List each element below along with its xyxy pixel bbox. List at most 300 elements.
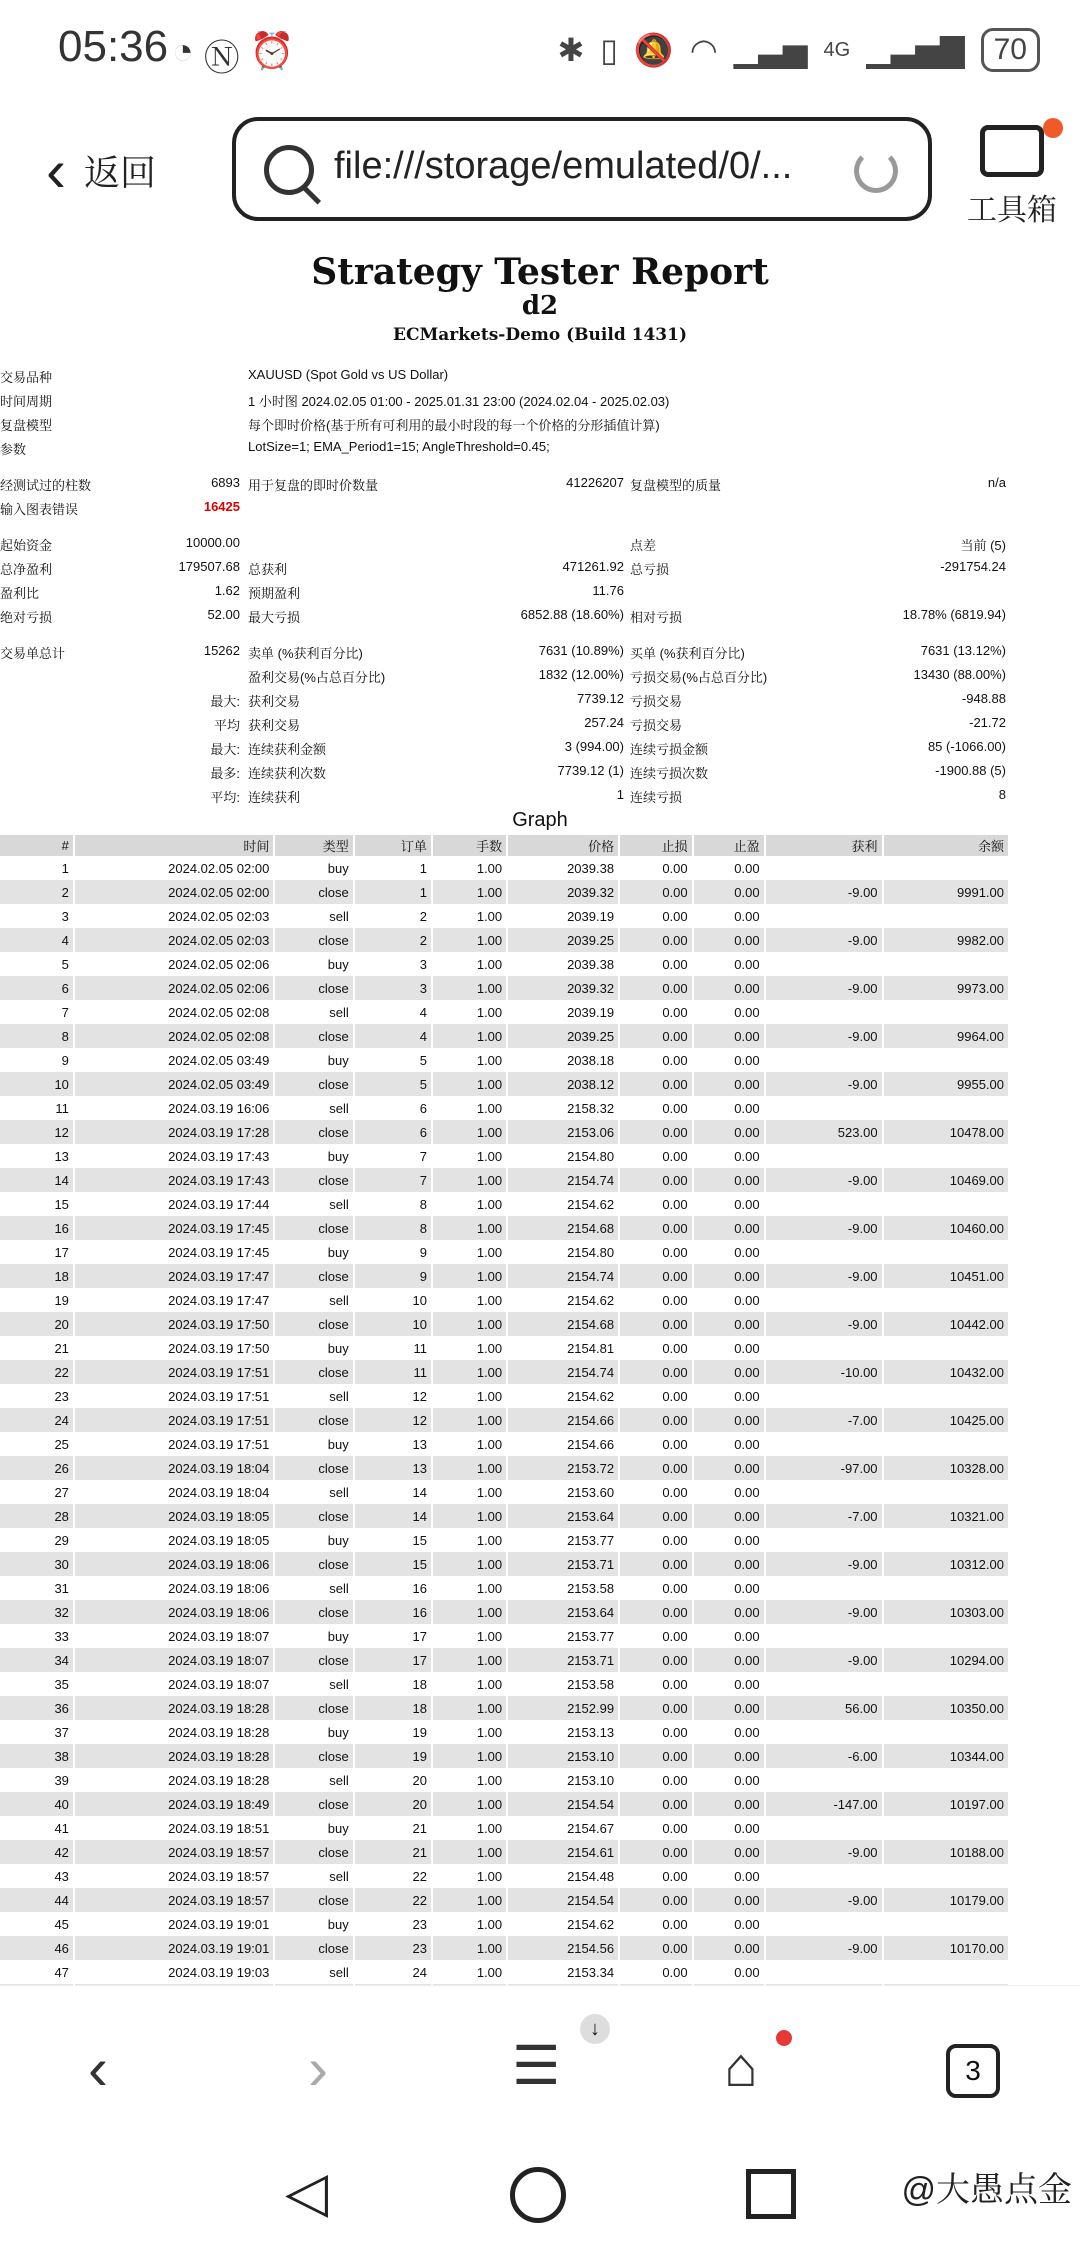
- table-cell: 2154.54: [507, 1792, 619, 1816]
- table-cell: [883, 1336, 1009, 1360]
- table-cell: buy: [274, 1336, 353, 1360]
- menu-icon[interactable]: ☰: [512, 2036, 561, 2096]
- table-cell: close: [274, 1696, 353, 1720]
- table-cell: 1.00: [432, 1048, 507, 1072]
- table-cell: 3: [0, 904, 74, 928]
- table-cell: [883, 1672, 1009, 1696]
- table-cell: 9955.00: [883, 1072, 1009, 1096]
- table-cell: [765, 952, 883, 976]
- table-cell: 24: [0, 1408, 74, 1432]
- table-cell: 0.00: [619, 1648, 693, 1672]
- table-cell: 23: [354, 1936, 432, 1960]
- table-cell: 2024.03.19 18:06: [74, 1600, 274, 1624]
- table-cell: 44: [0, 1888, 74, 1912]
- table-cell: close: [274, 1072, 353, 1096]
- table-cell: 2153.64: [507, 1600, 619, 1624]
- table-cell: -9.00: [765, 1888, 883, 1912]
- table-cell: 2024.03.19 18:06: [74, 1552, 274, 1576]
- table-row: [0, 1960, 1009, 1984]
- system-home-icon[interactable]: [510, 2167, 566, 2223]
- table-cell: 2024.03.19 17:28: [74, 1120, 274, 1144]
- table-cell: 10170.00: [883, 1936, 1009, 1960]
- table-cell: 1.00: [432, 1432, 507, 1456]
- table-cell: 2153.58: [507, 1672, 619, 1696]
- notification-dot: [1043, 118, 1063, 138]
- table-cell: sell: [274, 1768, 353, 1792]
- table-cell: 1.00: [432, 952, 507, 976]
- stat-row: 输入图表错误 16425: [0, 499, 240, 517]
- table-cell: [765, 1960, 883, 1984]
- table-cell: 7: [354, 1144, 432, 1168]
- table-cell: 36: [0, 1696, 74, 1720]
- table-cell: close: [274, 1312, 353, 1336]
- table-cell: [765, 1288, 883, 1312]
- table-cell: 30: [0, 1552, 74, 1576]
- report-subtitle: d2: [521, 291, 559, 321]
- table-cell: 0.00: [693, 904, 765, 928]
- table-cell: 1.00: [432, 1744, 507, 1768]
- table-cell: 1.00: [432, 1960, 507, 1984]
- table-cell: 2153.13: [507, 1720, 619, 1744]
- table-cell: 1.00: [432, 904, 507, 928]
- table-row: [0, 1720, 1009, 1744]
- table-row: [0, 1048, 1009, 1072]
- table-cell: 2024.02.05 02:03: [74, 904, 274, 928]
- table-cell: [883, 1000, 1009, 1024]
- table-cell: 2024.03.19 18:28: [74, 1744, 274, 1768]
- table-cell: 18: [0, 1264, 74, 1288]
- table-cell: 0.00: [693, 1504, 765, 1528]
- table-row: [0, 1072, 1009, 1096]
- table-cell: 20: [0, 1312, 74, 1336]
- stat-row: 绝对亏损 52.00 最大亏损 6852.88 (18.60%) 相对亏损 18.78% (6819.94): [0, 607, 1006, 625]
- toolbox-button[interactable]: [962, 125, 1062, 229]
- table-cell: close: [274, 1360, 353, 1384]
- report-server: ECMarkets-Demo (Build 1431): [392, 325, 687, 345]
- table-cell: 2024.03.19 18:05: [74, 1504, 274, 1528]
- table-cell: 0.00: [619, 976, 693, 1000]
- table-cell: 2153.58: [507, 1576, 619, 1600]
- table-cell: 6: [0, 976, 74, 1000]
- system-recents-icon[interactable]: [746, 2169, 796, 2219]
- table-cell: 28: [0, 1504, 74, 1528]
- table-row: [0, 1768, 1009, 1792]
- table-cell: 1.00: [432, 1408, 507, 1432]
- table-cell: close: [274, 1456, 353, 1480]
- table-cell: 0.00: [619, 1792, 693, 1816]
- address-bar[interactable]: [232, 117, 932, 221]
- table-cell: 31: [0, 1576, 74, 1600]
- table-cell: 15: [354, 1528, 432, 1552]
- table-cell: 2024.03.19 18:07: [74, 1672, 274, 1696]
- table-cell: buy: [274, 1240, 353, 1264]
- table-cell: 1.00: [432, 1240, 507, 1264]
- table-cell: 0.00: [619, 1768, 693, 1792]
- table-row: [0, 976, 1009, 1000]
- table-cell: 17: [354, 1648, 432, 1672]
- table-row: [0, 1504, 1009, 1528]
- table-cell: 0.00: [619, 1288, 693, 1312]
- reload-icon[interactable]: [854, 149, 898, 193]
- table-cell: 2154.54: [507, 1888, 619, 1912]
- table-cell: 2154.80: [507, 1144, 619, 1168]
- table-cell: [765, 1000, 883, 1024]
- table-cell: 1.00: [432, 1120, 507, 1144]
- table-cell: 2039.25: [507, 928, 619, 952]
- table-cell: 0.00: [619, 1384, 693, 1408]
- stat-row: 总净盈利 179507.68 总获利 471261.92 总亏损 -291754.24: [0, 559, 1006, 577]
- table-cell: [765, 1192, 883, 1216]
- watermark: @大愚点金: [901, 2171, 1072, 2209]
- table-cell: 0.00: [693, 856, 765, 880]
- table-cell: close: [274, 1744, 353, 1768]
- back-button[interactable]: [46, 136, 156, 204]
- table-cell: buy: [274, 1432, 353, 1456]
- report-page: [0, 245, 1080, 1985]
- table-cell: 0.00: [619, 856, 693, 880]
- table-cell: 15: [354, 1552, 432, 1576]
- table-cell: 1.00: [432, 1864, 507, 1888]
- table-cell: 0.00: [619, 1240, 693, 1264]
- table-row: [0, 1288, 1009, 1312]
- table-cell: 1.00: [432, 1912, 507, 1936]
- table-cell: 47: [0, 1960, 74, 1984]
- table-cell: 2154.62: [507, 1912, 619, 1936]
- table-cell: 9: [354, 1240, 432, 1264]
- table-cell: [883, 1816, 1009, 1840]
- table-cell: 0.00: [619, 1936, 693, 1960]
- table-cell: 2024.03.19 18:07: [74, 1624, 274, 1648]
- table-cell: 0.00: [619, 1744, 693, 1768]
- table-cell: [883, 1048, 1009, 1072]
- table-row: [0, 1672, 1009, 1696]
- table-cell: 32: [0, 1600, 74, 1624]
- url-text[interactable]: file:///storage/emulated/0/...: [334, 145, 793, 187]
- table-row: [0, 1168, 1009, 1192]
- table-cell: 1.00: [432, 1024, 507, 1048]
- table-cell: 1.00: [432, 1192, 507, 1216]
- table-cell: 1.00: [432, 1840, 507, 1864]
- table-cell: 1.00: [432, 1936, 507, 1960]
- table-cell: [883, 1480, 1009, 1504]
- table-row: [0, 1432, 1009, 1456]
- table-cell: 2024.03.19 18:49: [74, 1792, 274, 1816]
- table-cell: 2024.03.19 18:57: [74, 1864, 274, 1888]
- table-cell: 0.00: [693, 1720, 765, 1744]
- table-cell: 13: [354, 1456, 432, 1480]
- table-cell: -9.00: [765, 928, 883, 952]
- table-cell: [765, 1672, 883, 1696]
- stat-row: 平均: 连续获利 1 连续亏损 8: [210, 787, 1006, 805]
- table-cell: 10350.00: [883, 1696, 1009, 1720]
- table-cell: 1.00: [432, 1648, 507, 1672]
- table-cell: buy: [274, 1048, 353, 1072]
- table-cell: 1.00: [432, 1168, 507, 1192]
- table-cell: 13: [354, 1432, 432, 1456]
- browser-navbar: [0, 1985, 1080, 2146]
- table-cell: 6: [354, 1096, 432, 1120]
- table-row: [0, 1552, 1009, 1576]
- table-cell: 0.00: [619, 1864, 693, 1888]
- table-cell: 2153.77: [507, 1528, 619, 1552]
- table-cell: 0.00: [619, 1408, 693, 1432]
- tabs-button[interactable]: 3: [946, 2044, 1000, 2098]
- table-cell: close: [274, 880, 353, 904]
- table-cell: 9964.00: [883, 1024, 1009, 1048]
- table-cell: 2153.60: [507, 1480, 619, 1504]
- table-cell: [883, 1864, 1009, 1888]
- table-cell: 0.00: [619, 1168, 693, 1192]
- table-cell: 2154.80: [507, 1240, 619, 1264]
- table-cell: 1: [354, 880, 432, 904]
- table-cell: 19: [0, 1288, 74, 1312]
- table-cell: 23: [354, 1912, 432, 1936]
- table-cell: 2024.02.05 02:08: [74, 1024, 274, 1048]
- table-cell: 2038.12: [507, 1072, 619, 1096]
- table-cell: 0.00: [693, 1792, 765, 1816]
- table-cell: 8: [354, 1216, 432, 1240]
- table-cell: 7: [0, 1000, 74, 1024]
- table-cell: 17: [0, 1240, 74, 1264]
- table-cell: 3: [354, 952, 432, 976]
- table-cell: sell: [274, 1288, 353, 1312]
- table-row: [0, 1696, 1009, 1720]
- table-cell: 11: [354, 1360, 432, 1384]
- table-cell: 0.00: [619, 1264, 693, 1288]
- table-cell: [765, 856, 883, 880]
- table-cell: 10: [354, 1312, 432, 1336]
- table-cell: 0.00: [619, 1360, 693, 1384]
- table-cell: 0.00: [693, 1288, 765, 1312]
- info-row: 参数 LotSize=1; EMA_Period1=15; AngleThreshold=0.45;: [0, 439, 550, 457]
- table-cell: 19: [354, 1720, 432, 1744]
- table-cell: 1.00: [432, 1216, 507, 1240]
- table-cell: 0.00: [619, 1336, 693, 1360]
- table-cell: 2024.02.05 02:06: [74, 976, 274, 1000]
- table-cell: 0.00: [693, 1408, 765, 1432]
- table-cell: [765, 1384, 883, 1408]
- table-cell: sell: [274, 1000, 353, 1024]
- table-cell: 4: [354, 1024, 432, 1048]
- toolbox-label: 工具箱: [967, 194, 1057, 227]
- table-cell: close: [274, 1888, 353, 1912]
- table-cell: buy: [274, 952, 353, 976]
- home-icon[interactable]: ⌂: [724, 2035, 758, 2098]
- table-cell: 2154.62: [507, 1288, 619, 1312]
- table-cell: 37: [0, 1720, 74, 1744]
- table-cell: 2024.03.19 17:47: [74, 1288, 274, 1312]
- table-cell: 6: [354, 1120, 432, 1144]
- table-cell: 2153.34: [507, 1960, 619, 1984]
- table-row: [0, 1600, 1009, 1624]
- table-cell: [765, 1240, 883, 1264]
- table-cell: -9.00: [765, 1312, 883, 1336]
- table-row: [0, 1528, 1009, 1552]
- table-cell: 0.00: [619, 1720, 693, 1744]
- table-cell: 1.00: [432, 1480, 507, 1504]
- table-cell: 0.00: [619, 1960, 693, 1984]
- table-cell: [883, 1288, 1009, 1312]
- stat-row: 经测试过的柱数 6893 用于复盘的即时价数量 41226207 复盘模型的质量 n/a: [0, 475, 1006, 493]
- table-cell: 16: [354, 1576, 432, 1600]
- table-cell: 1.00: [432, 1600, 507, 1624]
- table-cell: 2154.62: [507, 1192, 619, 1216]
- nfc-icon: Ⓝ: [203, 37, 240, 78]
- table-cell: 0.00: [619, 1696, 693, 1720]
- table-cell: 2024.02.05 02:00: [74, 880, 274, 904]
- table-cell: 1.00: [432, 1000, 507, 1024]
- table-cell: buy: [274, 1816, 353, 1840]
- table-cell: 2039.25: [507, 1024, 619, 1048]
- table-cell: 0.00: [693, 952, 765, 976]
- stat-row: 盈利交易(%占总百分比) 1832 (12.00%) 亏损交易(%占总百分比) 13430 (88.00%): [248, 667, 1006, 685]
- table-header-cell: 手数: [432, 835, 507, 856]
- table-cell: 0.00: [693, 1960, 765, 1984]
- table-cell: 18: [354, 1672, 432, 1696]
- table-cell: -147.00: [765, 1792, 883, 1816]
- alarm-icon: ⏰: [249, 30, 295, 71]
- table-cell: 5: [354, 1048, 432, 1072]
- table-cell: 42: [0, 1840, 74, 1864]
- table-cell: 2024.03.19 17:47: [74, 1264, 274, 1288]
- table-cell: [765, 1576, 883, 1600]
- table-cell: 2039.38: [507, 952, 619, 976]
- table-cell: 2039.32: [507, 880, 619, 904]
- signal-icon: ▁▃▅: [733, 32, 808, 68]
- table-row: [0, 1456, 1009, 1480]
- table-cell: 3: [354, 976, 432, 1000]
- table-header-cell: 时间: [74, 835, 274, 856]
- table-cell: 2024.03.19 19:03: [74, 1960, 274, 1984]
- table-cell: 5: [354, 1072, 432, 1096]
- table-cell: 46: [0, 1936, 74, 1960]
- search-icon: [264, 145, 314, 195]
- table-cell: 0.00: [693, 1696, 765, 1720]
- table-cell: 2154.62: [507, 1384, 619, 1408]
- table-cell: -9.00: [765, 976, 883, 1000]
- table-cell: 10344.00: [883, 1744, 1009, 1768]
- table-cell: 10197.00: [883, 1792, 1009, 1816]
- table-cell: -9.00: [765, 1024, 883, 1048]
- table-header-cell: 订单: [354, 835, 432, 856]
- table-row: [0, 880, 1009, 904]
- table-cell: 2153.72: [507, 1456, 619, 1480]
- table-cell: 1.00: [432, 1816, 507, 1840]
- table-header: [0, 835, 1009, 856]
- browser-toolbar: [0, 105, 1080, 245]
- table-row: [0, 1120, 1009, 1144]
- table-cell: sell: [274, 1960, 353, 1984]
- table-cell: 10460.00: [883, 1216, 1009, 1240]
- table-cell: -9.00: [765, 1168, 883, 1192]
- table-cell: 0.00: [693, 1648, 765, 1672]
- status-bar: [0, 0, 1080, 105]
- table-cell: close: [274, 1120, 353, 1144]
- table-cell: 0.00: [619, 1552, 693, 1576]
- table-row: [0, 1096, 1009, 1120]
- table-cell: [765, 1144, 883, 1168]
- graph-image-placeholder: Graph: [512, 809, 568, 831]
- table-cell: 12: [354, 1384, 432, 1408]
- table-cell: 8: [354, 1192, 432, 1216]
- nav-forward-icon[interactable]: ›: [308, 2035, 328, 2102]
- table-cell: 1.00: [432, 1768, 507, 1792]
- table-cell: 45: [0, 1912, 74, 1936]
- table-cell: [765, 1816, 883, 1840]
- table-cell: sell: [274, 1864, 353, 1888]
- table-cell: 10303.00: [883, 1600, 1009, 1624]
- info-row: 时间周期 1 小时图 2024.02.05 01:00 - 2025.01.31 23:00 (2024.02.04 - 2025.02.03): [0, 394, 670, 409]
- table-cell: -97.00: [765, 1456, 883, 1480]
- table-cell: 0.00: [693, 1360, 765, 1384]
- table-cell: 0.00: [619, 1840, 693, 1864]
- table-cell: [883, 1528, 1009, 1552]
- table-cell: 2039.38: [507, 856, 619, 880]
- table-cell: 16: [0, 1216, 74, 1240]
- table-cell: 0.00: [693, 1624, 765, 1648]
- table-cell: 1.00: [432, 1576, 507, 1600]
- table-row: [0, 1240, 1009, 1264]
- table-cell: 0.00: [619, 1816, 693, 1840]
- table-cell: 2024.03.19 18:51: [74, 1816, 274, 1840]
- table-cell: 2024.03.19 18:28: [74, 1768, 274, 1792]
- table-cell: 2153.71: [507, 1552, 619, 1576]
- table-cell: 35: [0, 1672, 74, 1696]
- table-cell: 14: [0, 1168, 74, 1192]
- table-cell: 0.00: [693, 1384, 765, 1408]
- table-cell: close: [274, 1840, 353, 1864]
- table-cell: [765, 1432, 883, 1456]
- table-cell: 0.00: [619, 1504, 693, 1528]
- stat-row: 最大: 连续获利金额 3 (994.00) 连续亏损金额 85 (-1066.00): [210, 739, 1006, 757]
- table-cell: 0.00: [693, 1888, 765, 1912]
- toolbox-icon: [980, 125, 1044, 177]
- table-cell: 0.00: [619, 1456, 693, 1480]
- table-cell: [883, 952, 1009, 976]
- table-cell: sell: [274, 904, 353, 928]
- nav-back-icon[interactable]: ‹: [88, 2035, 108, 2102]
- table-cell: 1.00: [432, 1792, 507, 1816]
- info-row: 交易品种 XAUUSD (Spot Gold vs US Dollar): [0, 367, 449, 385]
- table-cell: 0.00: [693, 1192, 765, 1216]
- table-cell: -10.00: [765, 1360, 883, 1384]
- status-time: 05:36: [58, 22, 169, 71]
- table-cell: 2024.03.19 17:51: [74, 1360, 274, 1384]
- table-cell: close: [274, 1024, 353, 1048]
- system-back-icon[interactable]: ◁: [285, 2160, 329, 2223]
- table-cell: 10469.00: [883, 1168, 1009, 1192]
- table-cell: close: [274, 1504, 353, 1528]
- table-cell: 9: [0, 1048, 74, 1072]
- table-cell: 0.00: [619, 1912, 693, 1936]
- table-cell: 1.00: [432, 1504, 507, 1528]
- table-cell: 10432.00: [883, 1360, 1009, 1384]
- table-cell: -9.00: [765, 1264, 883, 1288]
- table-cell: 2024.03.19 18:57: [74, 1840, 274, 1864]
- table-cell: 10442.00: [883, 1312, 1009, 1336]
- report-title: Strategy Tester Report: [311, 251, 769, 293]
- table-row: [0, 1216, 1009, 1240]
- table-cell: 39: [0, 1768, 74, 1792]
- table-cell: 523.00: [765, 1120, 883, 1144]
- table-cell: 1.00: [432, 1144, 507, 1168]
- table-cell: 10179.00: [883, 1888, 1009, 1912]
- table-row: [0, 1480, 1009, 1504]
- table-cell: [765, 1528, 883, 1552]
- table-cell: 1.00: [432, 1456, 507, 1480]
- table-cell: [883, 1720, 1009, 1744]
- table-header-cell: 获利: [765, 835, 883, 856]
